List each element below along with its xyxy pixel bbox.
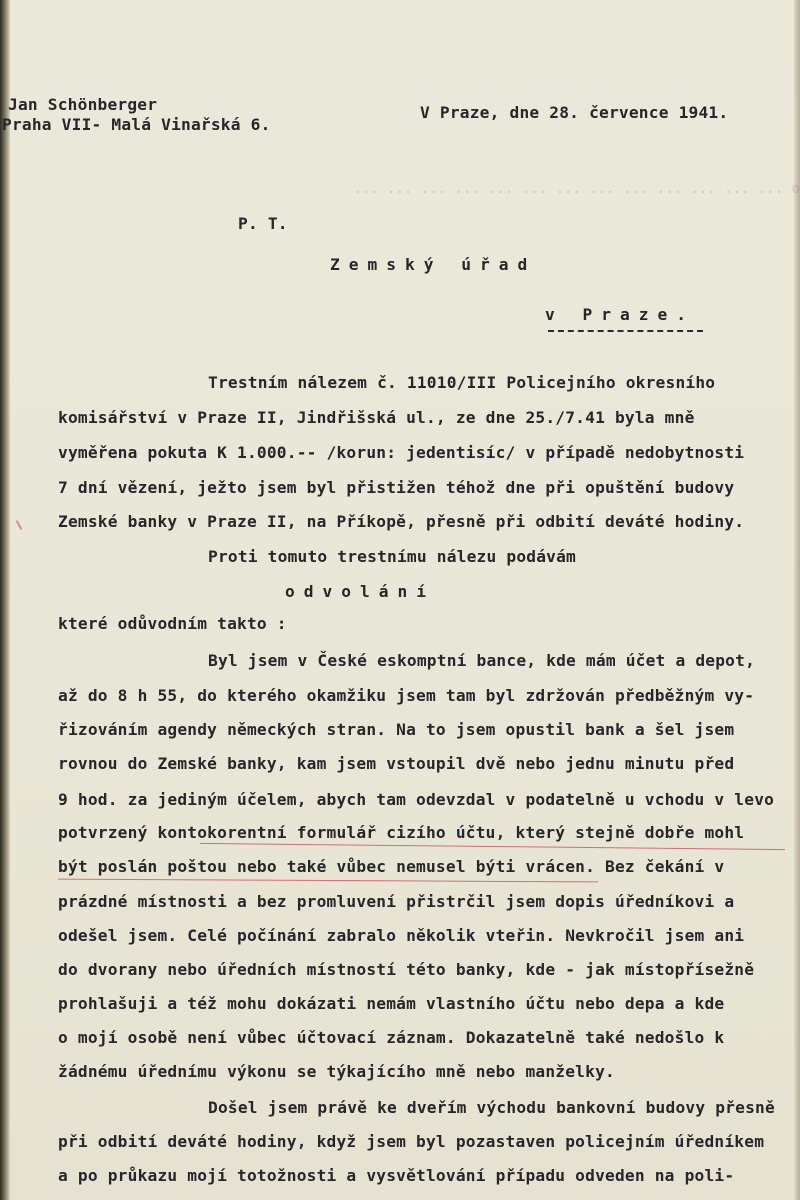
body-line: až do 8 h 55, do kterého okamžiku jsem tam byl zdržován předběžným vy-	[58, 686, 755, 705]
addressee-city: v Praze.	[545, 305, 695, 324]
appeal-heading: odvolání	[285, 582, 435, 601]
body-line: o mojí osobě není vůbec účtovací záznam. Dokazatelně také nedošlo k	[58, 1028, 725, 1047]
sender-name: Jan Schönberger	[8, 95, 158, 114]
body-line: potvrzený kontokorentní formulář cizího účtu, který stejně dobře mohl	[58, 823, 745, 842]
red-underline	[58, 879, 598, 883]
red-pencil-mark	[16, 520, 23, 530]
body-line: žádnému úřednímu výkonu se týkajícího mně nebo manželky.	[58, 1062, 615, 1081]
body-line: které odůvodním takto :	[58, 614, 287, 633]
body-line: 7 dní vězení, ježto jsem byl přistižen téhož dne při opuštění budovy	[58, 478, 735, 497]
body-line: při odbití deváté hodiny, když jsem byl pozastaven policejním úředníkem	[58, 1132, 765, 1151]
body-line: vyměřena pokuta K 1.000.-- /korun: jedentisíc/ v případě nedobytnosti	[58, 443, 745, 462]
body-line: Zemské banky v Praze II, na Příkopě, přesně při odbití deváté hodiny.	[58, 512, 745, 531]
body-line: komisářství v Praze II, Jindřišská ul., ze dne 25./7.41 byla mně	[58, 408, 695, 427]
body-line: odešel jsem. Celé počínání zabralo několik vteřin. Nevkročil jsem ani	[58, 926, 745, 945]
body-line: 9 hod. za jediným účelem, abych tam odevzdal v podatelně u vchodu v levo	[58, 790, 775, 809]
body-line: a po průkazu mojí totožnosti a vysvětlování případu odveden na poli-	[58, 1166, 735, 1185]
body-line: Byl jsem v České eskomptní bance, kde mám účet a depot,	[208, 651, 756, 670]
body-line: Proti tomuto trestnímu nálezu podávám	[208, 547, 576, 566]
body-line: do dvorany nebo úředních místností této banky, kde - jak místopřísežně	[58, 960, 755, 979]
addressee-office: Zemský úřad	[330, 255, 537, 274]
body-line: rovnou do Zemské banky, kam jsem vstoupil dvě nebo jednu minutu před	[58, 754, 735, 773]
sender-address: Praha VII- Malá Vinařská 6.	[2, 115, 271, 134]
body-line: řizováním agendy německých stran. Na to jsem opustil bank a šel jsem	[58, 720, 735, 739]
scan-edge-left	[0, 0, 10, 1200]
salutation: P. T.	[238, 214, 288, 233]
red-underline	[200, 843, 785, 850]
place-date: V Praze, dne 28. července 1941.	[420, 103, 729, 122]
city-underline	[548, 330, 703, 332]
bleed-through-text: o ... ... ... ... ... ... ... ... ... ... ... ... ...	[353, 181, 800, 197]
body-line: Došel jsem právě ke dveřím východu bankovní budovy přesně	[208, 1098, 775, 1117]
body-line: prázdné místnosti a bez promluvení přistrčil jsem dopis úředníkovi a	[58, 892, 735, 911]
body-line: prohlašuji a též mohu dokázati nemám vlastního účtu nebo depa a kde	[58, 994, 725, 1013]
body-line: být poslán poštou nebo také vůbec nemusel býti vrácen. Bez čekání v	[58, 857, 725, 876]
body-line: Trestním nálezem č. 11010/III Policejního okresního	[208, 373, 716, 392]
